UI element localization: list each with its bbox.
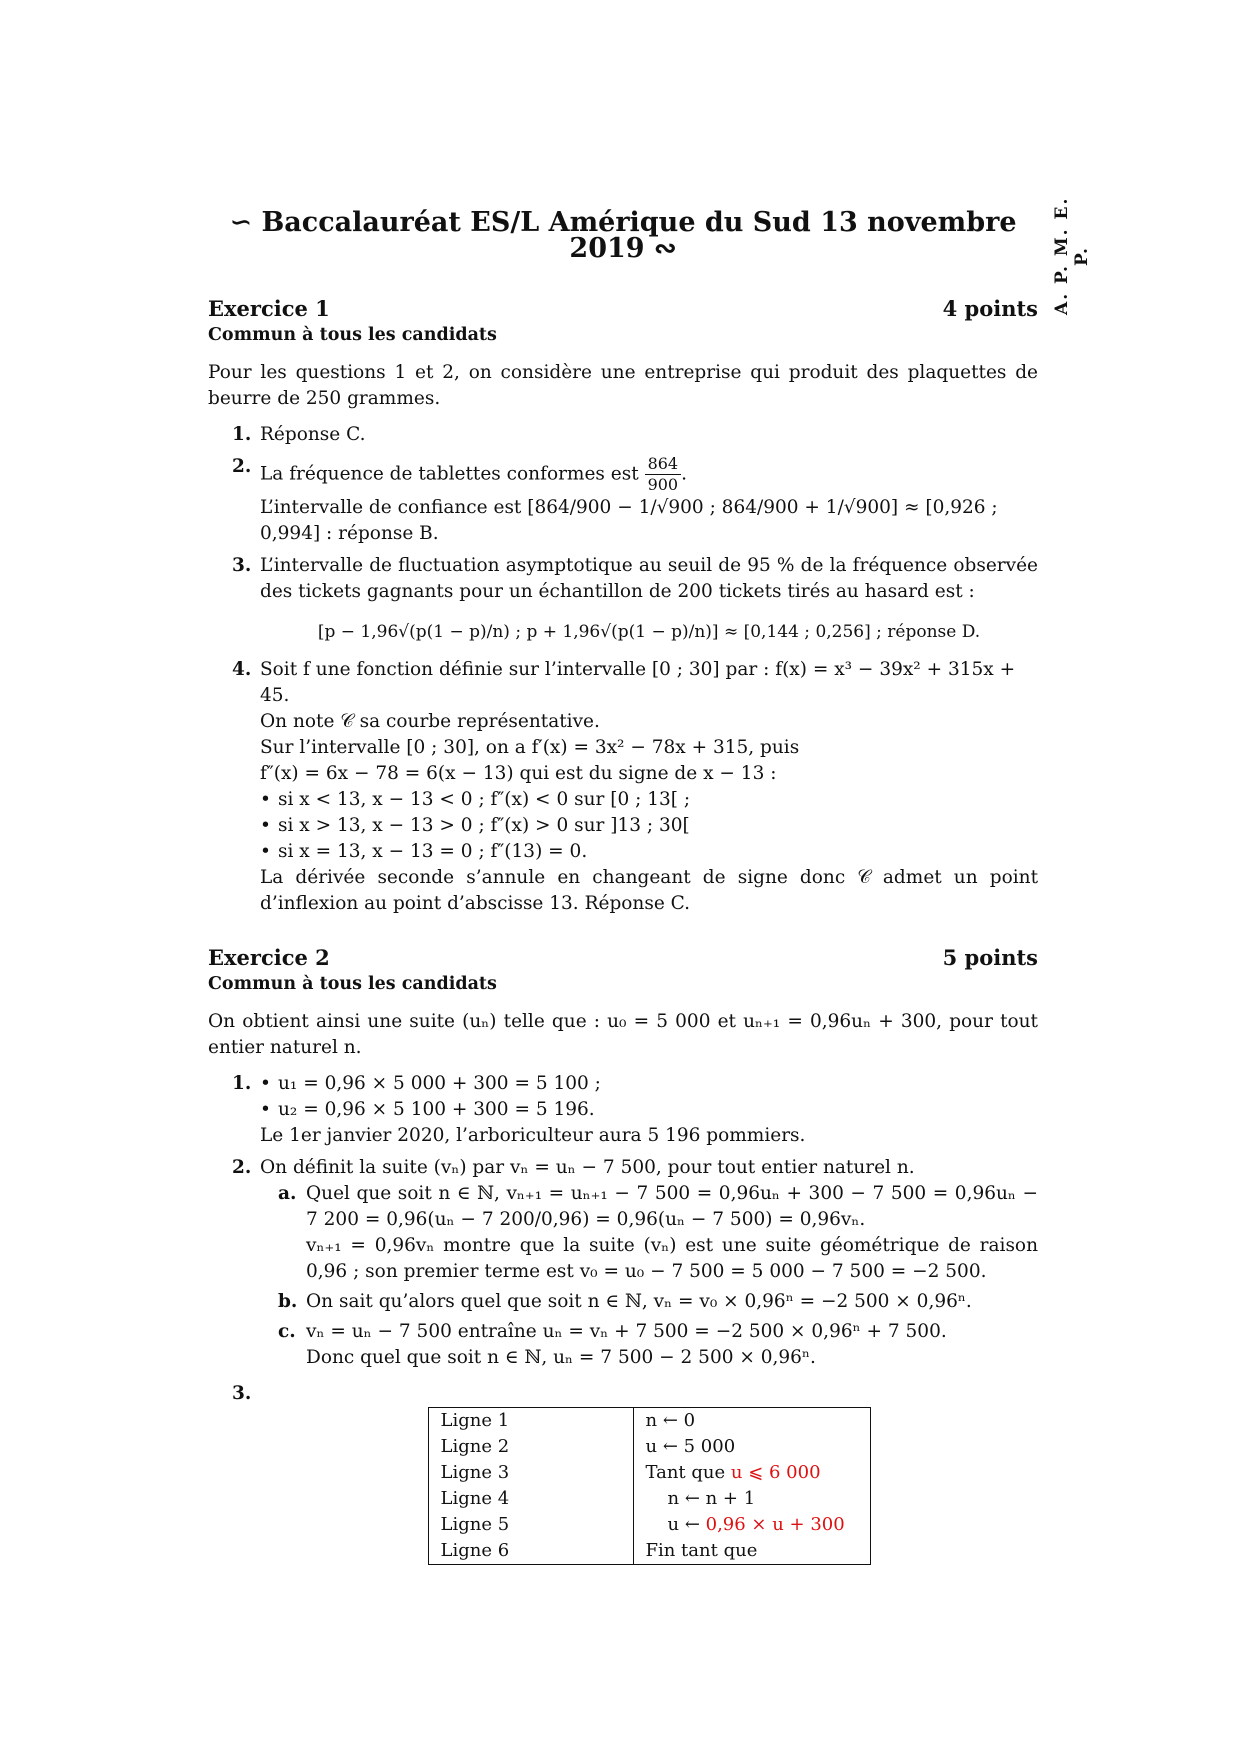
question-number: 2.	[232, 1157, 252, 1178]
algo-code: u ← 0,96 × u + 300	[633, 1512, 870, 1538]
ex2-question-1	[208, 1071, 1038, 1149]
algo-code: u ← 5 000	[633, 1434, 870, 1460]
question-number: 3.	[232, 555, 252, 576]
algo-code: Tant que u ⩽ 6 000	[633, 1460, 870, 1486]
algo-line-label: Ligne 2	[428, 1434, 633, 1460]
ex2-q2c-line2: Donc quel que soit n ∈ ℕ, uₙ = 7 500 − 2 500 × 0,96ⁿ.	[306, 1347, 816, 1368]
exercise-1-title: Exercice 1	[208, 296, 330, 321]
ex1-q4-conclusion: La dérivée seconde s’annule en changeant de signe donc 𝒞 admet un point d’inflexion au point d’abscisse 13. Réponse C.	[260, 867, 1038, 914]
question-number: 3.	[232, 1383, 252, 1404]
algo-condition: u ⩽ 6 000	[730, 1462, 821, 1483]
algo-code: n ← n + 1	[633, 1486, 870, 1512]
ex2-q2-part-c	[260, 1319, 1038, 1371]
document-page	[208, 207, 1038, 1571]
ex2-q1-bullet: • u₂ = 0,96 × 5 100 + 300 = 5 196.	[260, 1097, 1038, 1123]
side-watermark: A. P. M. E. P.	[1052, 196, 1092, 316]
exercise-1-points: 4 points	[942, 296, 1038, 321]
question-number: 2.	[232, 456, 252, 477]
part-letter: c.	[278, 1321, 296, 1342]
algo-expression: 0,96 × u + 300	[705, 1514, 845, 1535]
ex1-q2-line1: La fréquence de tablettes conformes est $\frac{864}{900}$ .	[260, 454, 687, 494]
ex2-q1-conclusion: Le 1er janvier 2020, l’arboriculteur aura 5 196 pommiers.	[260, 1125, 806, 1146]
ex1-q2-line2: L’intervalle de confiance est [864/900 − 1/√900 ; 864/900 + 1/√900] ≈ [0,926 ; 0,994] : réponse B.	[260, 497, 998, 544]
ex2-q2-intro: On définit la suite (vₙ) par vₙ = uₙ − 7 500, pour tout entier naturel n.	[260, 1157, 915, 1178]
ex2-q2b-text: On sait qu’alors quel que soit n ∈ ℕ, vₙ = v₀ × 0,96ⁿ = −2 500 × 0,96ⁿ.	[306, 1291, 972, 1312]
table-row	[428, 1512, 870, 1538]
algo-line-label: Ligne 6	[428, 1538, 633, 1565]
algo-line-label: Ligne 5	[428, 1512, 633, 1538]
question-number: 4.	[232, 659, 252, 680]
exercise-1-header	[208, 296, 1038, 322]
algorithm-table	[428, 1407, 871, 1565]
question-number: 1.	[232, 1073, 252, 1094]
ex2-q2-part-a	[260, 1181, 1038, 1285]
ex1-q1-text: Réponse C.	[260, 424, 366, 445]
exercise-2-header	[208, 945, 1038, 971]
table-row	[428, 1486, 870, 1512]
fraction: $\frac{864}{900}$	[645, 454, 682, 495]
table-row	[428, 1538, 870, 1565]
ex2-q2c-line1: vₙ = uₙ − 7 500 entraîne uₙ = vₙ + 7 500 = −2 500 × 0,96ⁿ + 7 500.	[306, 1321, 947, 1342]
exercise-1-subtitle: Commun à tous les candidats	[208, 325, 497, 345]
algo-line-label: Ligne 1	[428, 1408, 633, 1435]
ex1-q4-line: f″(x) = 6x − 78 = 6(x − 13) qui est du signe de x − 13 :	[260, 763, 777, 784]
algo-line-label: Ligne 3	[428, 1460, 633, 1486]
ex1-q4-line: On note 𝒞 sa courbe représentative.	[260, 711, 600, 732]
algo-code: Fin tant que	[633, 1538, 870, 1565]
part-letter: b.	[278, 1291, 298, 1312]
ex1-q4-bullet: • si x > 13, x − 13 > 0 ; f″(x) > 0 sur ]13 ; 30[	[260, 813, 1038, 839]
ex2-q1-bullet: • u₁ = 0,96 × 5 000 + 300 = 5 100 ;	[260, 1071, 1038, 1097]
ex1-question-1	[208, 422, 1038, 448]
page-title: ∽ Baccalauréat ES/L Amérique du Sud 13 novembre 2019 ∾	[229, 207, 1017, 264]
ex1-q4-line: Sur l’intervalle [0 ; 30], on a f′(x) = 3x² − 78x + 315, puis	[260, 737, 800, 758]
exercise-2-title: Exercice 2	[208, 945, 330, 970]
table-row	[428, 1460, 870, 1486]
ex1-q4-bullet: • si x < 13, x − 13 < 0 ; f″(x) < 0 sur [0 ; 13[ ;	[260, 787, 1038, 813]
ex2-q2a-line2: vₙ₊₁ = 0,96vₙ montre que la suite (vₙ) est une suite géométrique de raison 0,96 ; son premier terme est v₀ = u₀ − 7 500 = 5 000 − 7 500 = −2 500.	[306, 1235, 1038, 1282]
exercise-2-subtitle: Commun à tous les candidats	[208, 974, 497, 994]
exercise-2-points: 5 points	[942, 945, 1038, 970]
ex1-question-3	[208, 553, 1038, 645]
part-letter: a.	[278, 1183, 297, 1204]
algo-code: n ← 0	[633, 1408, 870, 1435]
ex2-q2-part-b	[260, 1289, 1038, 1315]
ex1-q3-text: L’intervalle de fluctuation asymptotique au seuil de 95 % de la fréquence observée des tickets gagnants pour un échantillon de 200 tickets tirés au hasard est :	[260, 555, 1038, 602]
ex2-question-3	[208, 1381, 1038, 1565]
ex1-question-4	[208, 657, 1038, 917]
algo-line-label: Ligne 4	[428, 1486, 633, 1512]
question-number: 1.	[232, 424, 252, 445]
exercise-1-intro: Pour les questions 1 et 2, on considère une entreprise qui produit des plaquettes de beurre de 250 grammes.	[208, 362, 1038, 409]
table-row	[428, 1434, 870, 1460]
ex2-question-2	[208, 1155, 1038, 1371]
ex1-q4-line: Soit f une fonction définie sur l’intervalle [0 ; 30] par : f(x) = x³ − 39x² + 315x + 45.	[260, 659, 1016, 706]
ex2-q2a-line1: Quel que soit n ∈ ℕ, vₙ₊₁ = uₙ₊₁ − 7 500 = 0,96uₙ + 300 − 7 500 = 0,96uₙ − 7 200 = 0,96(uₙ − 7 200/0,96) = 0,96(uₙ − 7 500) = 0,96vₙ.	[306, 1183, 1038, 1230]
ex1-q4-bullet: • si x = 13, x − 13 = 0 ; f″(13) = 0.	[260, 839, 1038, 865]
ex1-q3-formula: [p − 1,96√(p(1 − p)/n) ; p + 1,96√(p(1 − p)/n)] ≈ [0,144 ; 0,256] ; réponse D.	[317, 622, 981, 642]
table-row	[428, 1408, 870, 1435]
exercise-2-intro: On obtient ainsi une suite (uₙ) telle que : u₀ = 5 000 et uₙ₊₁ = 0,96uₙ + 300, pour tout entier naturel n.	[208, 1011, 1038, 1058]
ex1-question-2	[208, 454, 1038, 547]
